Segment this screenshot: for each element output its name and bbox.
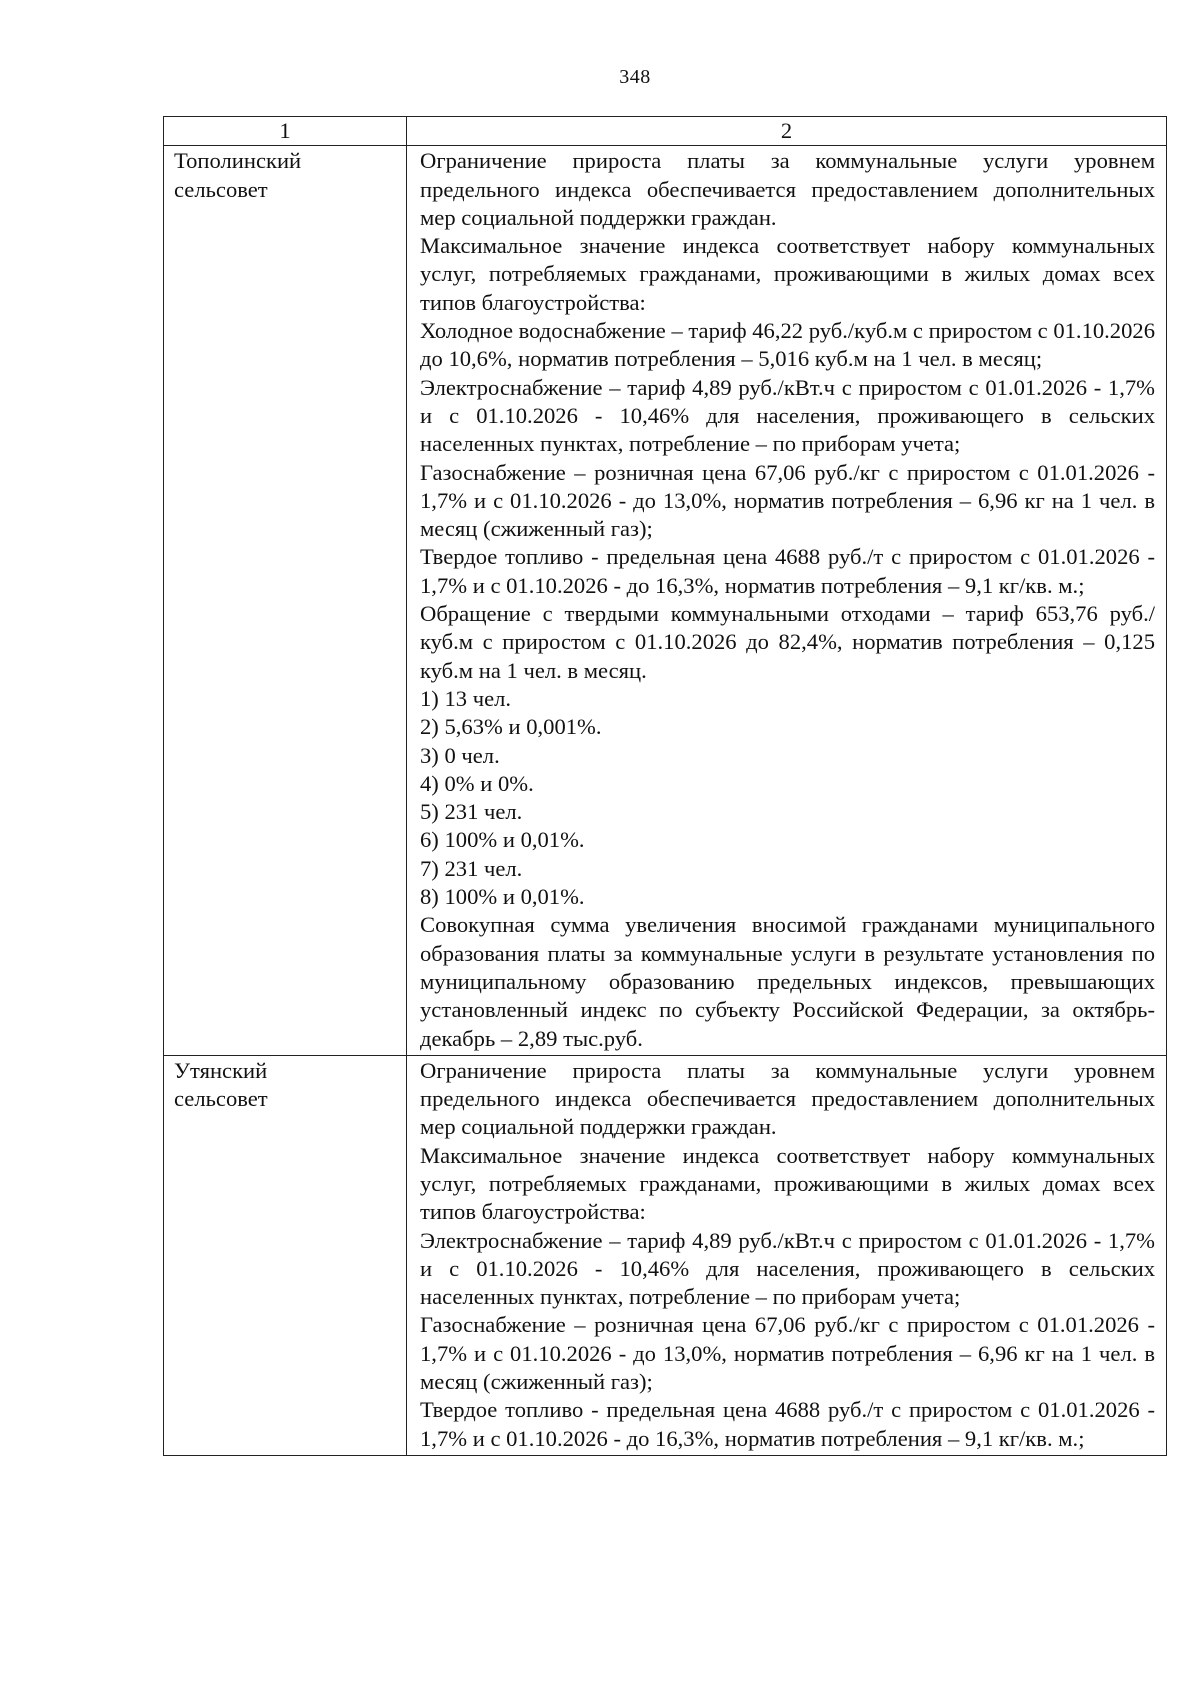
content-paragraph: Обращение с твердыми коммунальными отходами – тариф 653,76 руб./куб.м с приростом с 01.10.2026 до 82,4%, норматив потребления – 0,125 куб.м на 1 чел. в месяц. [420, 601, 1155, 683]
municipality-name-line: Утянский [174, 1057, 268, 1083]
municipality-table [163, 116, 1167, 1456]
list-item: 4) 0% и 0%. [420, 770, 534, 796]
table-row [164, 146, 1167, 1056]
municipality-content-cell [407, 1055, 1167, 1455]
list-item: 1) 13 чел. [420, 685, 512, 711]
list-item: 3) 0 чел. [420, 742, 500, 768]
list-item: 8) 100% и 0,01%. [420, 884, 585, 910]
table-header-row [164, 117, 1167, 146]
municipality-name-line: сельсовет [174, 1086, 268, 1112]
content-paragraph: Максимальное значение индекса соответствует набору коммунальных услуг, потребляемых гражданами, проживающими в жилых домах всех типов благоустройства: [420, 233, 1155, 315]
content-paragraph: Максимальное значение индекса соответствует набору коммунальных услуг, потребляемых гражданами, проживающими в жилых домах всех типов благоустройства: [420, 1142, 1155, 1225]
list-item: 5) 231 чел. [420, 799, 523, 825]
municipality-name-cell [164, 1055, 407, 1455]
content-paragraph: Электроснабжение – тариф 4,89 руб./кВт.ч с приростом с 01.01.2026 - 1,7% и с 01.10.2026 - 10,46% для населения, проживающего в сельских населенных пунктах, потребление – по приборам учета; [420, 374, 1155, 457]
municipality-name-cell [164, 146, 407, 1056]
municipality-content-cell [407, 146, 1167, 1056]
column-header-1: 1 [164, 117, 407, 146]
table-row [164, 1055, 1167, 1455]
municipality-name-line: Тополинский [174, 148, 302, 174]
content-paragraph: Газоснабжение – розничная цена 67,06 руб./кг с приростом с 01.01.2026 - 1,7% и с 01.10.2026 - до 13,0%, норматив потребления – 6,96 кг на 1 чел. в месяц (сжиженный газ); [420, 1312, 1155, 1395]
summary-paragraph: Совокупная сумма увеличения вносимой гражданами муниципального образования платы за коммунальные услуги в результате установления по муниципальному образованию предельных индексов, превышающих установленный индекс по субъекту Российской Федерации, за октябрь-декабрь – 2,89 тыс.руб. [420, 912, 1155, 1051]
content-paragraph: Газоснабжение – розничная цена 67,06 руб./кг с приростом с 01.01.2026 - 1,7% и с 01.10.2026 - до 13,0%, норматив потребления – 6,96 кг на 1 чел. в месяц (сжиженный газ); [420, 459, 1155, 542]
municipality-name-line: сельсовет [174, 176, 268, 202]
list-item: 7) 231 чел. [420, 855, 523, 881]
content-paragraph: Твердое топливо - предельная цена 4688 руб./т с приростом с 01.01.2026 - 1,7% и с 01.10.2026 - до 16,3%, норматив потребления – 9,1 кг/кв. м.; [420, 544, 1155, 598]
content-paragraph: Ограничение прироста платы за коммунальные услуги уровнем предельного индекса обеспечивается предоставлением дополнительных мер социальной поддержки граждан. [420, 1057, 1155, 1140]
column-header-2: 2 [407, 117, 1167, 146]
content-paragraph: Твердое топливо - предельная цена 4688 руб./т с приростом с 01.01.2026 - 1,7% и с 01.10.2026 - до 16,3%, норматив потребления – 9,1 кг/кв. м.; [420, 1397, 1155, 1451]
content-paragraph: Электроснабжение – тариф 4,89 руб./кВт.ч с приростом с 01.01.2026 - 1,7% и с 01.10.2026 - 10,46% для населения, проживающего в сельских населенных пунктах, потребление – по приборам учета; [420, 1227, 1155, 1310]
page-number: 348 [619, 66, 651, 88]
content-paragraph: Холодное водоснабжение – тариф 46,22 руб./куб.м с приростом с 01.10.2026 до 10,6%, норматив потребления – 5,016 куб.м на 1 чел. в месяц; [420, 318, 1155, 372]
list-item: 2) 5,63% и 0,001%. [420, 714, 602, 740]
content-paragraph: Ограничение прироста платы за коммунальные услуги уровнем предельного индекса обеспечивается предоставлением дополнительных мер социальной поддержки граждан. [420, 148, 1155, 230]
list-item: 6) 100% и 0,01%. [420, 827, 585, 853]
